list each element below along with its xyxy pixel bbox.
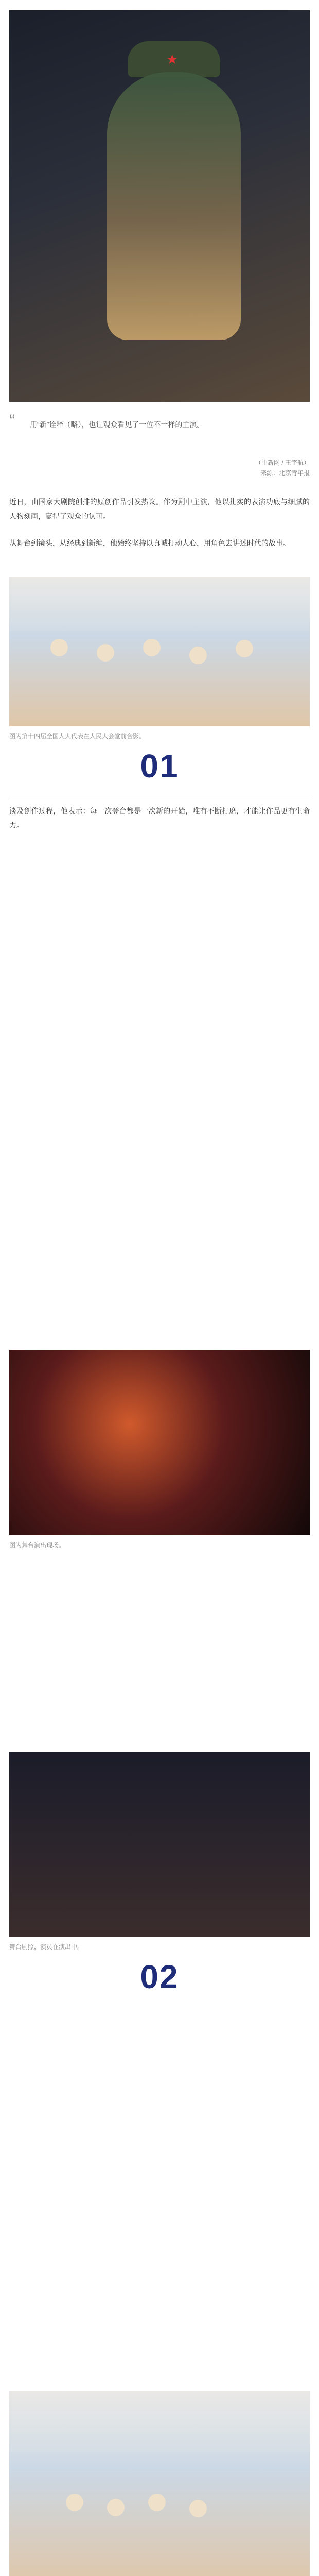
paragraph-3: 谈及创作过程，他表示：每一次登台都是一次新的开始，唯有不断打磨，才能让作品更有生命力。 (9, 807, 310, 829)
caption-01: 图为第十四届全国人大代表在人民大会堂前合影。 (9, 733, 146, 740)
section-number-01: 01 (140, 748, 179, 785)
paragraph-1: 近日，由国家大剧院创排的原创作品引发热议。作为剧中主演，他以扎实的表演功底与细腻的人物刻画，赢得了观众的认可。 (9, 498, 310, 520)
caption-02: 舞台剧照，演员在演出中。 (9, 1943, 84, 1951)
photo-credit (255, 457, 310, 478)
credit-line-2: 来源：北京青年报 (260, 469, 310, 477)
hero-figure (107, 72, 241, 340)
paragraph-2: 从舞台到镜头，从经典到新编，他始终坚持以真诚打动人心，用角色去讲述时代的故事。 (9, 539, 290, 547)
quote-text: 用“新”诠释（略），也让观众看见了一位不一样的主演。 (30, 420, 204, 429)
quote-mark: “ (9, 411, 15, 431)
stage-photo (9, 1350, 310, 1535)
section-photo-03 (9, 2391, 310, 2576)
section-number-02: 02 (140, 1958, 179, 1995)
quote-block (9, 412, 310, 453)
section-photo-01 (9, 577, 310, 726)
star-icon: ★ (166, 52, 179, 67)
caption-stage: 图为舞台演出现场。 (9, 1541, 65, 1549)
hero-photo (9, 10, 310, 402)
section-photo-02 (9, 1752, 310, 1937)
credit-line-1: （中新网 / 王宇航） (255, 459, 310, 466)
